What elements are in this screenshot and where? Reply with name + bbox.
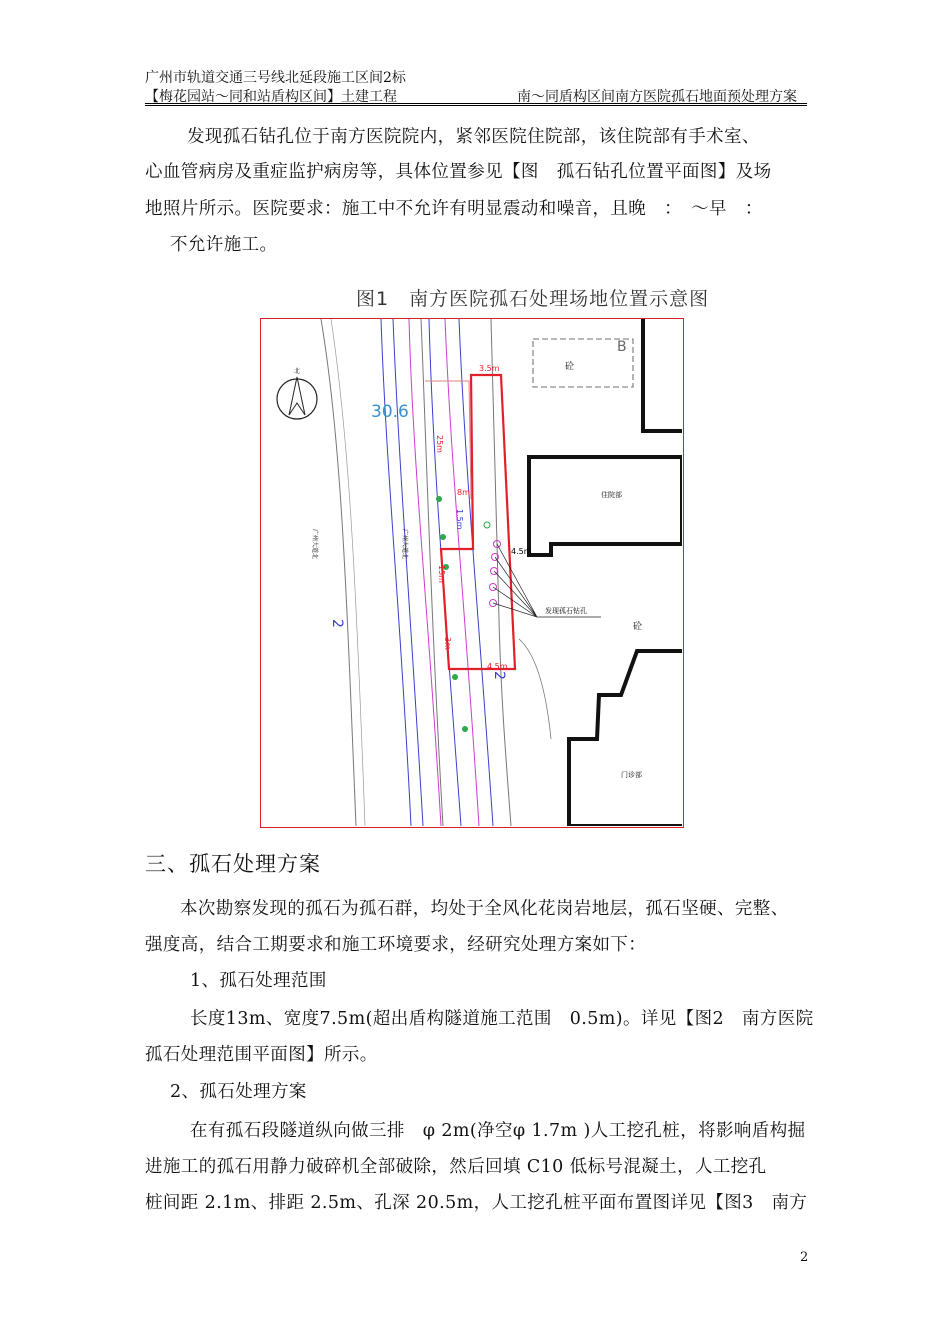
subheading-2: 2、孤石处理方案 bbox=[170, 1082, 307, 1102]
building-outpatient bbox=[569, 651, 682, 826]
building-inpatient-label: 住院部 bbox=[601, 491, 622, 499]
subheading-1: 1、孤石处理范围 bbox=[190, 971, 327, 991]
tunnel-line-2 bbox=[393, 319, 423, 826]
building-top-right bbox=[643, 319, 682, 431]
section-heading: 三、孤石处理方案 bbox=[145, 852, 321, 876]
section3-p3-line-2: 进施工的孤石用静力破碎机全部破除，然后回填 C10 低标号混凝土，人工挖孔 bbox=[145, 1157, 767, 1177]
section3-p3-line-1: 在有孤石段隧道纵向做三排 φ 2m(净空φ 1.7m )人工挖孔桩，将影响盾构掘 bbox=[190, 1121, 806, 1141]
north-arrow-circle bbox=[277, 379, 317, 419]
drill-point-marker bbox=[440, 534, 446, 540]
building-b-mark: B bbox=[617, 339, 627, 355]
road-edge-left bbox=[321, 319, 356, 826]
header-document-title: 南～同盾构区间南方医院孤石地面预处理方案 bbox=[517, 89, 797, 105]
access-road-curve bbox=[519, 639, 551, 739]
building-outpatient-label: 门诊部 bbox=[621, 771, 642, 779]
dimension-side-4: 15m bbox=[437, 565, 446, 583]
site-plan-drawing bbox=[261, 319, 682, 826]
north-label: 北 bbox=[293, 368, 301, 375]
header-rule bbox=[145, 103, 807, 106]
road-label-right: 广州大道北 bbox=[401, 529, 408, 560]
section3-p2-line-1: 长度13m、宽度7.5m(超出盾构隧道施工范围 0.5m)。详见【图2 南方医院 bbox=[190, 1009, 814, 1029]
north-arrow-icon bbox=[289, 377, 305, 415]
drill-point-marker bbox=[462, 726, 468, 732]
intro-line-2: 心血管病房及重症监护病房等，具体位置参见【图 孤石钻孔位置平面图】及场 bbox=[145, 162, 772, 182]
header-section-title: 【梅花园站～同和站盾构区间】土建工程 bbox=[145, 89, 397, 105]
tunnel-line-3 bbox=[409, 319, 441, 826]
dimension-side-2: 8m bbox=[457, 488, 470, 497]
section3-p3-line-3: 桩间距 2.1m、排距 2.5m、孔深 20.5m，人工挖孔桩平面布置图详见【图3 南方 bbox=[145, 1193, 808, 1213]
dimension-side-3: 1.5m bbox=[455, 509, 464, 530]
figure-title: 图1 南方医院孤石处理场地位置示意图 bbox=[356, 288, 710, 310]
dimension-top: 3.5m bbox=[479, 364, 500, 373]
drill-point-marker bbox=[436, 496, 442, 502]
drill-point-marker bbox=[452, 674, 458, 680]
section3-p1-line-2: 强度高，结合工期要求和施工环境要求，经研究处理方案如下： bbox=[145, 935, 647, 955]
tunnel-line-1 bbox=[381, 319, 411, 826]
elevation-label: 30.6 bbox=[371, 402, 409, 422]
drill-point-marker bbox=[484, 522, 490, 528]
tunnel-line-6 bbox=[459, 319, 493, 826]
page-number: 2 bbox=[800, 1250, 809, 1265]
borehole-note: 发现孤石钻孔 bbox=[545, 607, 587, 615]
tunnel-line-5 bbox=[445, 319, 479, 826]
dimension-bottom: 4.5m bbox=[487, 662, 508, 671]
building-inpatient bbox=[529, 457, 682, 555]
concrete-mark-2: 砼 bbox=[633, 622, 643, 632]
road-edge-left-2 bbox=[331, 319, 365, 826]
intro-line-1: 发现孤石钻孔位于南方医院院内，紧邻医院住院部，该住院部有手术室、 bbox=[187, 127, 760, 147]
dimension-mid: 4.5m bbox=[511, 547, 532, 556]
site-plan-figure bbox=[260, 318, 684, 828]
section3-p2-line-2: 孤石处理范围平面图】所示。 bbox=[145, 1045, 378, 1065]
dimension-side-1: 25m bbox=[435, 435, 444, 453]
intro-line-4: 不允许施工。 bbox=[170, 235, 278, 255]
section-mark-left: 2 bbox=[329, 619, 345, 628]
dimension-side-5: 3m bbox=[443, 637, 452, 650]
section3-p1-line-1: 本次勘察发现的孤石为孤石群，均处于全风化花岗岩地层，孤石坚硬、完整、 bbox=[180, 899, 789, 919]
concrete-mark-1: 砼 bbox=[565, 362, 575, 372]
header-project-title: 广州市轨道交通三号线北延段施工区间2标 bbox=[145, 70, 406, 86]
intro-line-3: 地照片所示。医院要求：施工中不允许有明显震动和噪音，且晚 ： ～早 ： bbox=[145, 199, 763, 219]
road-label-left: 广州大道北 bbox=[311, 529, 318, 560]
section-mark-right: 2 bbox=[491, 671, 507, 680]
